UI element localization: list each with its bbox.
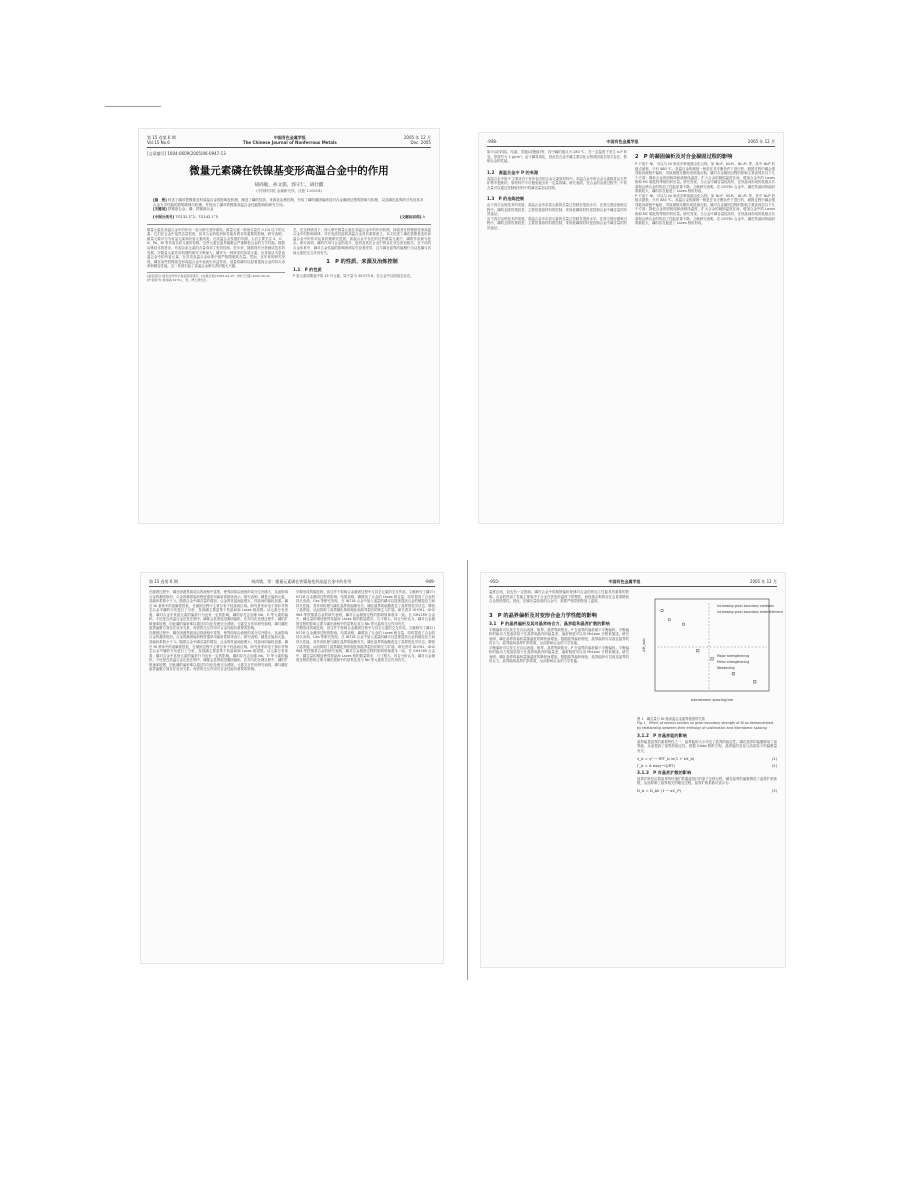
legend-label-b: Increasing grain boundary embrittlement [717, 610, 783, 614]
equation-number: (2) [771, 762, 777, 768]
y-axis-label: ΔH_sub [642, 638, 646, 652]
section-heading: 2 P 的凝固偏析及对合金凝固过程的影响 [635, 154, 733, 160]
header-left: ·948· [487, 139, 498, 144]
header-right: ·949· [424, 579, 435, 584]
section-heading: 3 P 的晶界偏析及对变形合金力学性能的影响 [489, 612, 597, 619]
body-text: P 不溶于 Ni，可以与 Ni 形成多种低熔点化合物，如 Ni₃P、Ni₅P₂、Ni₁₂P₅ 等，其中 Ni₃P 的熔点最低，只有 880 ℃。高温合金的凝固一般是在非平衡条件下进行的，凝固过程中磷会强烈地向液相中偏析，导致凝固末期形成低熔点相。磷对合金凝固过程的影响主要表现在以下几个方面：降低合金的固相线和液相线温度，扩大合金的凝固温度区间，增加合金中的 Laves 相和 MC 碳化物等相的析出量。研究发现，当合金中磷含量较高时，在枝晶间形成的低熔点共晶相会使合金的热加工性能显著下降。文献研究表明，在 GH761 合金中，磷在枝晶间的偏析系数较大，磷的存在促进了 Laves 相的形成。 [635, 162, 775, 194]
authors: 胡尚敏，孙文儒，郭守仁，胡壮麒 [254, 183, 324, 188]
figure-caption: 图 1 磷含量与 Ni 基高温合金晶界强度的关系 Fig. 1 Effect of various solutes on grain boundary strength of Ni as demonstrated by relationship between their enthalpy of sublimation and interatomic spacing [637, 717, 773, 730]
clc-value: TG132.3⁺2；TG142.1⁺5 [175, 214, 218, 219]
body-text: 早期形成的碳化物，但这并不影响合金凝固过程中与其它元素的交互作用。文献研究了磷对 IN718 合金凝固过程的影响，结果表明，磷增加了合金的 Laves 相含量，同时提高了合金的持久寿命。Cao 等研究发现，在 IN718 合金中加入适量的磷可以显著提高合金的蠕变抗力和持久性能，其作用机理与磷在晶界的偏聚有关。磷在晶界的偏聚改变了晶界的化学状态，降低了晶界能，从而抑制了晶界碳化物的粗化和晶界裂纹的萌生与扩展。研究者对 GH761、GH2984 等铁镍基合金的研究表明，磷对合金凝固过程的影响规律基本一致。在 GH4169 合金中，磷含量的增加使得枝晶间 Laves 相的数量增多，尺寸增大。综合分析认为，磷对合金凝固过程的影响主要与磷在液相中的富集及其与 Nb 等元素的交互作用有关。 [296, 626, 436, 663]
header-left: 第 15 卷第 6 期 Vol.15 No.6 [147, 135, 176, 145]
body-text: 平衡偏析可以发生在自由表面、相界、晶界等缺陷处，P 在晶界的偏析属于平衡偏析。平衡偏析的驱动力是溶质原子在晶界和晶内的能量差，偏析程度可以用 McLean 方程来描述。研究表明，磷在晶界的偏析量随温度的降低而增加。根据晶界偏析理论，晶界偏析可以改变晶界的结合力、晶界能和晶界扩散系数，从而影响合金的力学性能。 [489, 645, 629, 664]
body-text: 晶界扩散是沿着晶界的快速扩散通道进行的原子迁移过程，磷在晶界的偏聚降低了晶界扩散系数，从而抑制了晶界相关的蠕变过程。晶界扩散系数可表示为： [637, 776, 777, 786]
equation-text: Γ_b = A exp(−Q/RT) [637, 762, 675, 768]
subsection-heading: 1.2 高温合金中 P 的来源 [487, 169, 539, 175]
body-text: 在凝固过程中，磷在固液界面前沿的液相中富集，使界面前沿液相的成分过冷增大，从而影响合金的凝固组织。合金的凝固偏析程度通常用偏析系数来表示，研究表明，磷是正偏析元素，其偏析系数小于 1。随着合金中磷含量的增加，合金的枝晶间距增大，枝晶间的偏析加重。磷在 Ni 基体中的溶解度很低，在凝固过程中主要分布于枝晶间区域。研究者采用电子探针对铸态合金中磷的分布进行了分析，发现磷主要富集于枝晶间和 Laves 相周围。从元素分布来看，磷对合金中其他元素的偏析行为也有一定的影响，磷的存在会加重 Nb、Ti 等元素的偏析。不论是在高温合金还是在钢中，磷都会显著促进凝固偏析。在均匀化处理过程中，磷的扩散速率较慢，因此磷的偏析难以通过均匀化处理完全消除。元素交互作用研究表明，磷与硼在晶界偏聚方面存在竞争关系，两者的交互作用对合金性能有重要的影响。 [149, 590, 289, 631]
equation-text: γ_b = γ⁰ − RTΓ_b ln(1 + kX_b) [637, 755, 695, 761]
running-header [487, 139, 775, 144]
header-left: 第 15 卷第 6 期 [149, 579, 178, 584]
body-text: 微量元素在高温合金中的作用一直为研究者所重视。微量元素一般指含量在 0.1% 以下的元素，它们在合金中虽然含量很低，但对合金的组织和性能有着非常重要的影响。研究表明，微量元素可分为有益元素和有害元素两类。在高温合金发展的早期，人们主要关注 S、O、N、Pb、Bi 等有害杂质元素的控制，这些元素在晶界偏聚会严重降低合金的力学性能。随着冶炼技术的进步，有害杂质元素的含量得到了有效控制。近年来，随着现代分析测试技术的发展，对微量元素作用机理的研究不断深入。磷作为一种常见的杂质元素，历来被认为是高温合金中的有害元素，在各类高温合金标准中都严格限制其含量。然而，近年来的研究发现，磷在某些铁镍基变形高温合金中表现出有益作用，适量的磷可以显著提高合金的持久寿命和蠕变性能。这一发现引起了高温合金研究者的极大兴趣。 [147, 227, 285, 269]
equation-text: D_b = D_b0 (1 − αC_P) [637, 787, 681, 793]
data-point [697, 650, 699, 652]
paper-page-3 [140, 572, 444, 964]
body-text: P 不溶于 Ni，可以与 Ni 形成多种低熔点化合物，如 Ni₃P、Ni₅P₂、Ni₁₂P₅ 等，其中 Ni₃P 的熔点最低，只有 880 ℃。高温合金的凝固一般是在非平衡条件下进行的，凝固过程中磷会强烈地向液相中偏析，导致凝固末期形成低熔点相。磷对合金凝固过程的影响主要表现在以下几个方面：降低合金的固相线和液相线温度，扩大合金的凝固温度区间，增加合金中的 Laves 相和 MC 碳化物等相的析出量。研究发现，当合金中磷含量较高时，在枝晶间形成的低熔点共晶相会使合金的热加工性能显著下降。文献研究表明，在 GH761 合金中，磷在枝晶间的偏析系数较大，磷的存在促进了 Laves 相的形成。 [635, 193, 775, 226]
paper-page-4 [480, 572, 786, 968]
running-header [147, 135, 431, 145]
keywords-text: 铁镍基合金；磷；铁镍基合金 [167, 207, 214, 212]
keywords-label: [关键词] [153, 207, 167, 212]
running-title: 胡尚敏，等：微量元素磷在铁镍基变形高温合金中的作用 [251, 579, 352, 584]
body-text: P 是元素周期表中第 15 号元素，原子量为 30.973 8，在合金中以固溶态存在。 [293, 274, 414, 279]
data-point [754, 681, 756, 683]
legend-label-e: Weakening [717, 666, 735, 670]
subsection-heading: 1.1 P 的性质 [293, 267, 322, 273]
classification [153, 215, 425, 220]
affiliation: (中国科学院 金属研究所，沈阳 110016) [256, 189, 322, 193]
equation-3 [637, 788, 777, 793]
body-text: 在凝固过程中，磷在固液界面前沿的液相中富集，使界面前沿液相的成分过冷增大，从而影响合金的凝固组织。合金的凝固偏析程度通常用偏析系数来表示，研究表明，磷是正偏析元素，其偏析系数小于 1。随着合金中磷含量的增加，合金的枝晶间距增大，枝晶间的偏析加重。磷在 Ni 基体中的溶解度很低，在凝固过程中主要分布于枝晶间区域。研究者采用电子探针对铸态合金中磷的分布进行了分析，发现磷主要富集于枝晶间和 Laves 相周围。从元素分布来看，磷对合金中其他元素的偏析行为也有一定的影响，磷的存在会加重 Nb、Ti 等元素的偏析。不论是在高温合金还是在钢中，磷都会显著促进凝固偏析。在均匀化处理过程中，磷的扩散速率较慢，因此磷的偏析难以通过均匀化处理完全消除。元素交互作用研究表明，磷与硼在晶界偏聚方面存在竞争关系，两者的交互作用对合金性能有重要的影响。 [149, 630, 289, 672]
data-point [668, 618, 671, 621]
body-text: 平衡偏析可以发生在自由表面、相界、晶界等缺陷处，P 在晶界的偏析属于平衡偏析。平衡偏析的驱动力是溶质原子在晶界和晶内的能量差，偏析程度可以用 McLean 方程来描述。研究表明，磷在晶界的偏析量随温度的降低而增加。根据晶界偏析理论，晶界偏析可以改变晶界的结合力、晶界能和晶界扩散系数，从而影响合金的力学性能。 [489, 627, 629, 646]
body-text: 由于真空冶炼技术的发展，高温合金中杂质元素的含量已控制在很低水平。在真空感应熔炼过程中，磷的去除效果较差，主要依靠原材料的控制，采用低磷原材料是控制合金中磷含量的有效途径。 [487, 216, 627, 231]
header-rule [147, 147, 431, 148]
running-header [149, 579, 435, 584]
subsection-heading: 3.1 P 的晶界偏析及其对晶界结合力、晶界能和晶界扩散的影响 [489, 620, 610, 626]
plot-points [661, 609, 756, 683]
equation-1 [637, 756, 777, 761]
abstract [153, 198, 425, 212]
data-point [711, 658, 713, 660]
top-rule [105, 106, 161, 107]
doc-code-value: A [422, 214, 425, 219]
fold-line [467, 560, 468, 980]
header-right: 2005 年 12 月 Dec. 2005 [403, 135, 431, 145]
section-heading: 1 P 的性质、来源及冶炼控制 [326, 259, 398, 266]
body-text: 艺，在这种情况下，深入研究微量元素在高温合金中的作用机理，探索其在铁镍基变形高温合金中的影响规律，对开发高性能的高温合金具有重要意义。本文综述了磷在铁镍基变形高温合金中的作用及其机理研究进展。高温合金中存在的这些微量元素中，磷的作用最为复杂。研究表明，磷的作用与合金的成分、组织及其在合金中的存在状态密切相关。在不同的合金体系中，磷对合金性能的影响规律存在显著差异，这与磷在晶界的偏聚行为以及磷与其他元素的交互作用有关。 [293, 227, 431, 255]
equation-number: (1) [771, 755, 777, 761]
abstract-text: 综述了磷对铁镍基变形高温合金的影响及机理，阐述了磷的性质、来源及冶炼控制，介绍了磷的凝固偏析及对合金凝固过程的影响与机理，以及磷在晶界的分布及其对合金力学性能的影响规律与机理，并指出了磷对铁镍基高温合金性能影响的研究方向。 [153, 198, 424, 207]
header-rule [487, 146, 775, 147]
legend-label-d: Minor strengthening [717, 660, 750, 664]
body-text: 由于真空冶炼技术的发展，高温合金中杂质元素的含量已控制在很低水平。在真空感应熔炼过程中，磷的去除效果较差，主要依靠原材料的控制，采用低磷原材料是控制合金中磷含量的有效途径。 [487, 203, 627, 217]
header-right: 2005 年 12 月 [749, 579, 777, 584]
paper-title: 微量元素磷在铁镍基变形高温合金中的作用 [189, 165, 389, 177]
body-text: 早期形成的碳化物，但这并不影响合金凝固过程中与其它元素的交互作用。文献研究了磷对 IN718 合金凝固过程的影响，结果表明，磷增加了合金的 Laves 相含量，同时提高了合金的持久寿命。Cao 等研究发现，在 IN718 合金中加入适量的磷可以显著提高合金的蠕变抗力和持久性能，其作用机理与磷在晶界的偏聚有关。磷在晶界的偏聚改变了晶界的化学状态，降低了晶界能，从而抑制了晶界碳化物的粗化和晶界裂纹的萌生与扩展。研究者对 GH761、GH2984 等铁镍基合金的研究表明，磷对合金凝固过程的影响规律基本一致。在 GH4169 合金中，磷含量的增加使得枝晶间 Laves 相的数量增多，尺寸增大。综合分析认为，磷对合金凝固过程的影响主要与磷在液相中的富集及其与 Nb 等元素的交互作用有关。 [296, 590, 436, 626]
abstract-label: [摘 要] [153, 198, 167, 202]
subsection-heading: 1.3 P 的冶炼控制 [487, 196, 525, 202]
figure-1 [637, 593, 783, 730]
subsection-heading: 3.1.3 P 对晶界扩散的影响 [637, 769, 692, 775]
paper-page-1 [138, 128, 440, 524]
body-text: 温度区间，但也有一定影响。磷在合金中的凝固偏析规律对合金的热加工性能具有重要的影响。合金的热加工性能主要取决于合金在热变形温度下的塑性，而低熔点相的存在会显著降低合金的热塑性。因此，在磷含量较高的合金中，需要严格控制热加工温度。 [489, 590, 629, 604]
abstract-rule [147, 224, 431, 225]
article-number: [文章编号] 1004-0609(2005)06-0947-13 [147, 151, 226, 156]
data-point [661, 609, 664, 612]
equation-number: (3) [771, 787, 777, 793]
figure-plot [637, 593, 783, 713]
x-axis-label: Interatomic spacing/nm [690, 698, 734, 702]
data-point [732, 673, 734, 675]
legend-label-c: Major strengthening [717, 654, 750, 658]
subsection-heading: 3.1.2 P 对晶界能的影响 [637, 732, 687, 738]
body-text: 晶界能是晶界的重要特性之一，晶界能的大小决定了晶界的稳定性。磷在晶界的偏聚降低了晶界能，从而提高了晶界的稳定性。根据 Gibbs 吸附方程，晶界能的变化与溶质原子的偏聚量有关。 [637, 739, 777, 753]
header-left: ·950· [489, 579, 500, 584]
journal-name: 中国有色金属学报 The Chinese Journal of Nonferrous Metals [242, 135, 337, 145]
header-right: 2005 年 12 月 [747, 139, 775, 144]
journal-name: 中国有色金属学报 [606, 139, 639, 144]
equation-2 [637, 763, 777, 768]
doc-code-label: [文献标识码] [400, 214, 422, 219]
header-rule [489, 586, 777, 587]
footnote: [基金项目] 国家自然科学基金资助项目；[收稿日期] 2005-04-25；[修订日期] 2005-06-30 [作者简介] 胡尚敏(1975-)，男，博士研究生。 [147, 272, 285, 282]
clc-label: [中图分类号] [153, 214, 175, 219]
body-text: 如行(或穿插)、结晶、蒸馏(或聚熔)等，其中磷的熔点为 280 ℃，在一定温度下发生 α-P 转变，密度约为 2 g/cm³。由于磷易氧化，因此在合金中磷主要以化合物或固溶态形式存在，影响合金的性能。 [487, 150, 627, 164]
paper-page-2 [478, 132, 784, 524]
data-point [682, 623, 685, 626]
body-text: 高温合金中的 P 主要来自于其所包含的合金元素原材料中。高温合金中的合金元素都是从天然矿物中提炼的，原材料中不可避免地含有一定量的磷。研究表明，在合金的冶炼过程中，P 的含量可以通过控制原材料中的磷含量加以控制。 [487, 176, 627, 190]
journal-name: 中国有色金属学报 [608, 579, 641, 584]
legend-label-a: Increasing grain boundary cohesion [717, 604, 775, 608]
running-header [489, 579, 777, 584]
header-rule [149, 586, 435, 587]
